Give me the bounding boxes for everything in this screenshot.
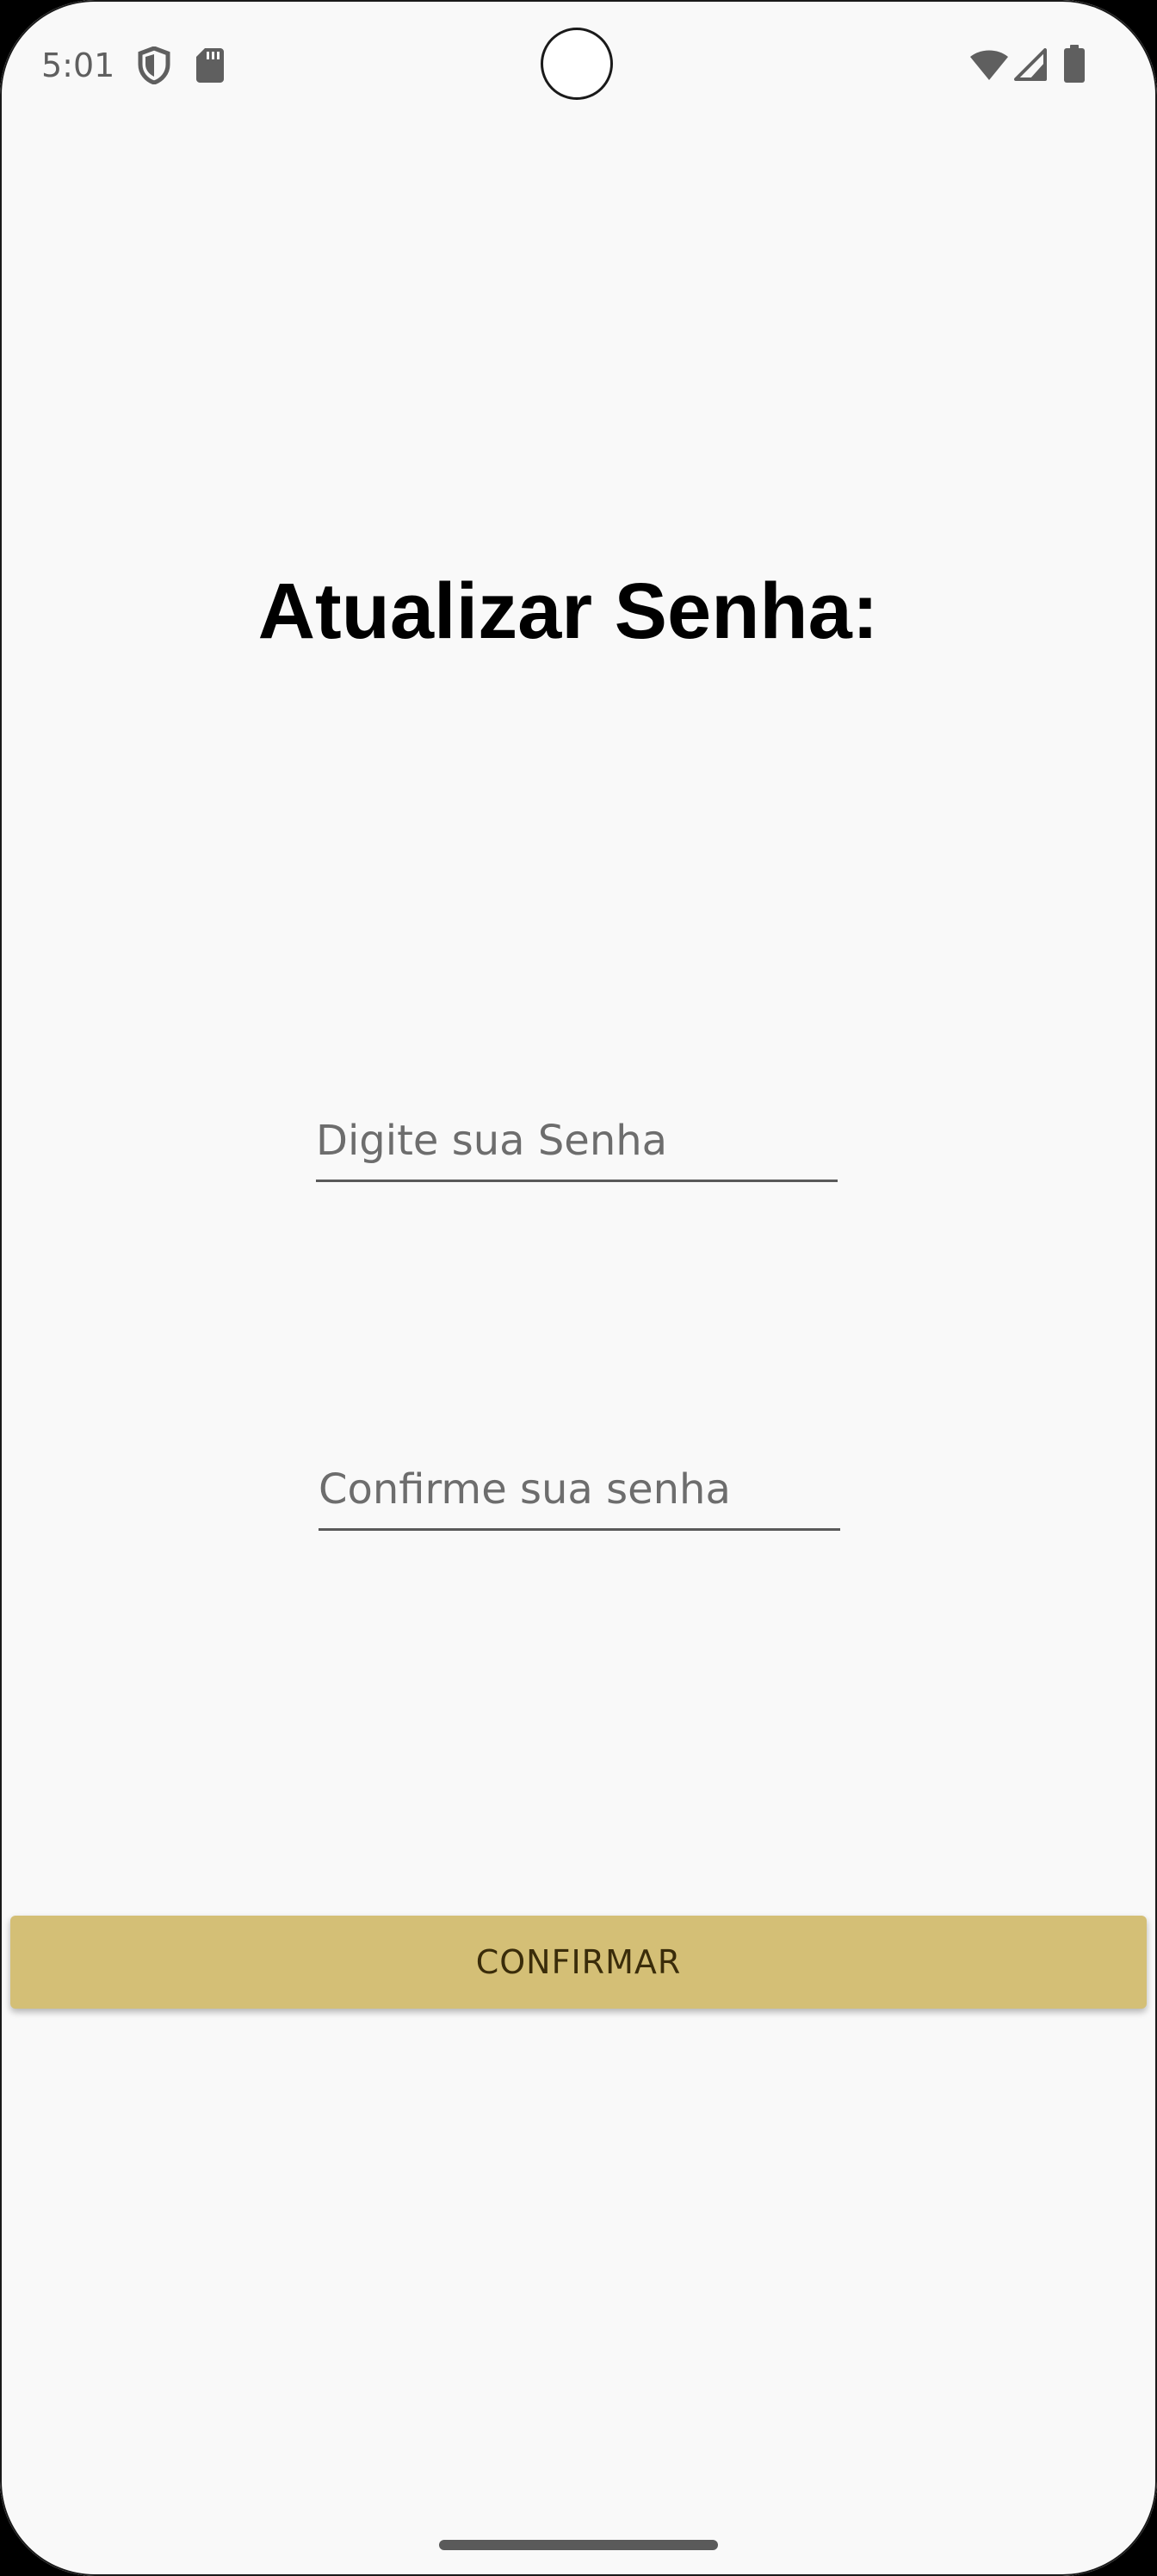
sd-card-icon — [196, 48, 224, 83]
page-title: Atualizar Senha: — [257, 567, 879, 655]
status-time: 5:01 — [41, 46, 115, 84]
password-field-container — [316, 1102, 838, 1182]
camera-cutout — [541, 28, 613, 100]
wifi-icon — [969, 48, 1009, 81]
shield-icon — [138, 46, 170, 84]
status-bar — [0, 0, 1157, 129]
battery-icon — [1064, 45, 1085, 83]
password-input[interactable] — [316, 1102, 838, 1180]
cellular-signal-icon — [1014, 48, 1047, 81]
confirm-password-field-container — [319, 1451, 840, 1531]
confirm-button[interactable]: CONFIRMAR — [10, 1916, 1147, 2009]
home-indicator[interactable] — [439, 2540, 718, 2550]
confirm-password-input[interactable] — [319, 1451, 840, 1528]
